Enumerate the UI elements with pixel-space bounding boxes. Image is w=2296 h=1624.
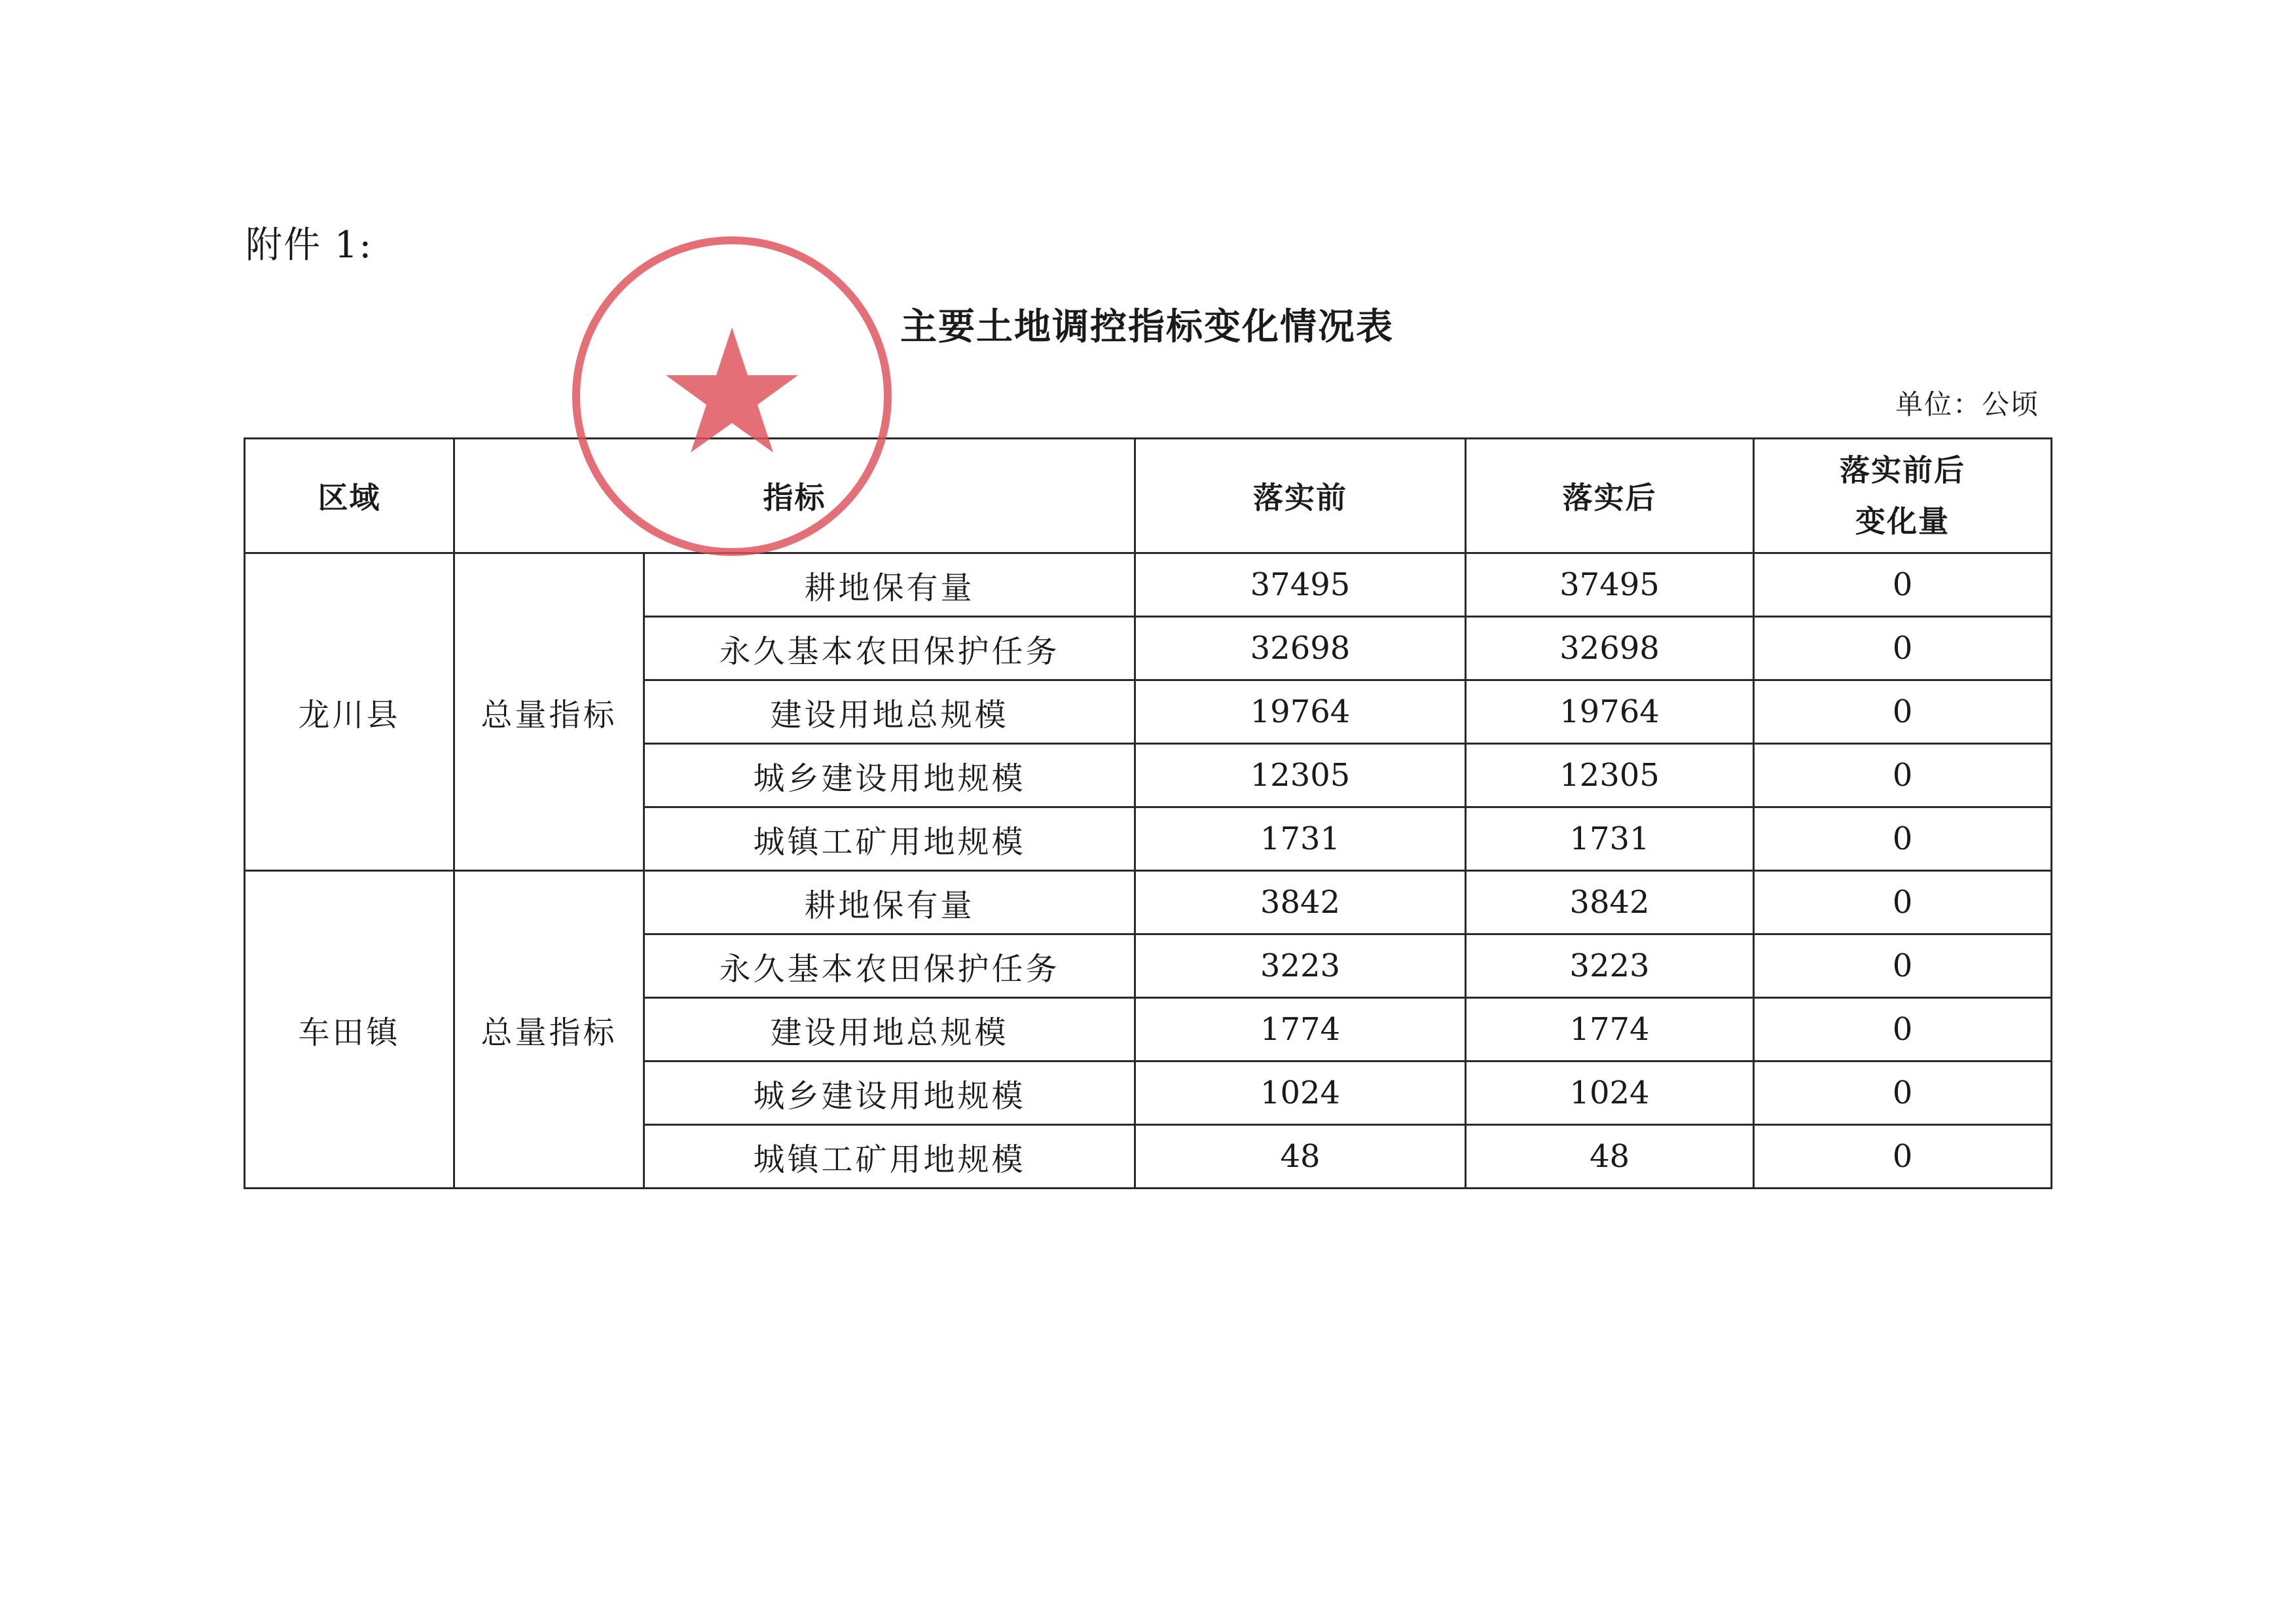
attachment-label: 附件 1: <box>246 224 373 267</box>
before-value-cell: 48 <box>1135 1125 1466 1189</box>
table-row <box>245 871 2052 934</box>
after-value-cell: 19764 <box>1466 680 1754 744</box>
change-value-cell: 0 <box>1754 1061 2052 1125</box>
indicator-name-cell: 耕地保有量 <box>644 553 1135 617</box>
change-value-cell: 0 <box>1754 617 2052 680</box>
before-value-cell: 19764 <box>1135 680 1466 744</box>
after-value-cell: 3223 <box>1466 934 1754 998</box>
change-value-cell: 0 <box>1754 934 2052 998</box>
change-value-cell: 0 <box>1754 553 2052 617</box>
indicator-name-cell: 城乡建设用地规模 <box>644 1061 1135 1125</box>
indicator-name-cell: 永久基本农田保护任务 <box>644 934 1135 998</box>
region-cell: 龙川县 <box>245 553 454 871</box>
category-cell: 总量指标 <box>454 871 644 1189</box>
table-header-row <box>245 439 2052 553</box>
category-cell: 总量指标 <box>454 553 644 871</box>
before-value-cell: 1774 <box>1135 998 1466 1061</box>
indicator-name-cell: 建设用地总规模 <box>644 680 1135 744</box>
header-region: 区域 <box>245 439 454 553</box>
indicator-name-cell: 城乡建设用地规模 <box>644 744 1135 807</box>
change-value-cell: 0 <box>1754 744 2052 807</box>
table-row <box>245 553 2052 617</box>
header-before: 落实前 <box>1135 439 1466 553</box>
change-value-cell: 0 <box>1754 680 2052 744</box>
after-value-cell: 32698 <box>1466 617 1754 680</box>
indicator-name-cell: 城镇工矿用地规模 <box>644 807 1135 871</box>
header-after: 落实后 <box>1466 439 1754 553</box>
change-value-cell: 0 <box>1754 998 2052 1061</box>
after-value-cell: 1774 <box>1466 998 1754 1061</box>
before-value-cell: 12305 <box>1135 744 1466 807</box>
page-title: 主要土地调控指标变化情况表 <box>900 306 1394 348</box>
indicator-table <box>244 437 2052 1189</box>
seal-star-icon <box>666 327 798 452</box>
before-value-cell: 3223 <box>1135 934 1466 998</box>
header-change <box>1754 439 2052 553</box>
after-value-cell: 48 <box>1466 1125 1754 1189</box>
indicator-name-cell: 建设用地总规模 <box>644 998 1135 1061</box>
before-value-cell: 1024 <box>1135 1061 1466 1125</box>
header-change-line1: 落实前后 <box>1840 452 1965 488</box>
before-value-cell: 3842 <box>1135 871 1466 934</box>
region-cell: 车田镇 <box>245 871 454 1189</box>
before-value-cell: 37495 <box>1135 553 1466 617</box>
indicator-name-cell: 耕地保有量 <box>644 871 1135 934</box>
header-change-line2: 变化量 <box>1855 504 1950 539</box>
after-value-cell: 1024 <box>1466 1061 1754 1125</box>
table-body <box>245 553 2052 1189</box>
change-value-cell: 0 <box>1754 807 2052 871</box>
after-value-cell: 37495 <box>1466 553 1754 617</box>
indicator-name-cell: 永久基本农田保护任务 <box>644 617 1135 680</box>
after-value-cell: 1731 <box>1466 807 1754 871</box>
after-value-cell: 12305 <box>1466 744 1754 807</box>
change-value-cell: 0 <box>1754 1125 2052 1189</box>
after-value-cell: 3842 <box>1466 871 1754 934</box>
change-value-cell: 0 <box>1754 871 2052 934</box>
indicator-name-cell: 城镇工矿用地规模 <box>644 1125 1135 1189</box>
header-indicator: 指标 <box>454 439 1135 553</box>
unit-label: 单位：公顷 <box>1895 388 2039 420</box>
before-value-cell: 32698 <box>1135 617 1466 680</box>
before-value-cell: 1731 <box>1135 807 1466 871</box>
